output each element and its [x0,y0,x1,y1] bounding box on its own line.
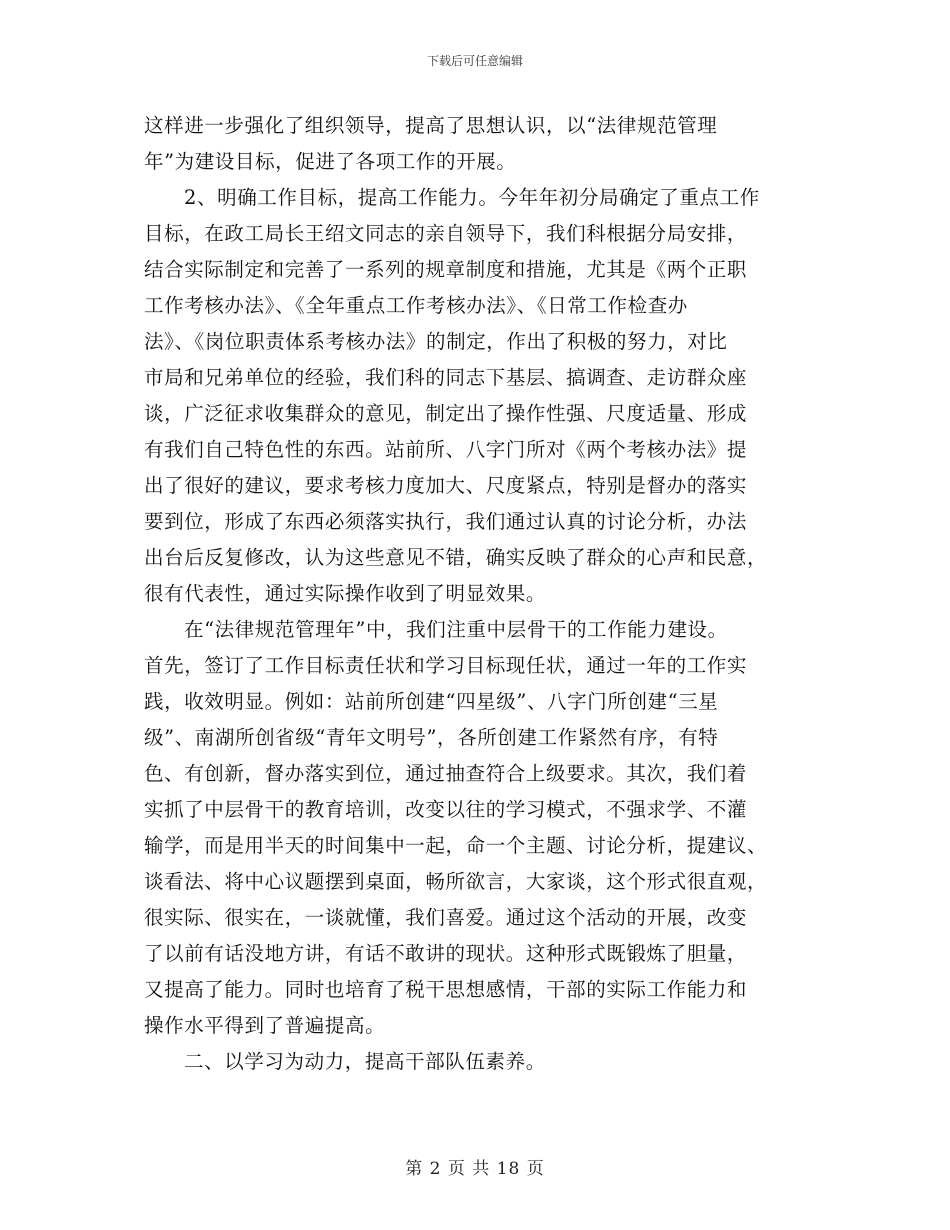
text-line: 市局和兄弟单位的经验，我们科的同志下基层、搞调查、走访群众座 [144,366,748,389]
text-line: 谈，广泛征求收集群众的意见，制定出了操作性强、尺度适量、形成 [144,402,748,425]
text-line: 出了很好的建议，要求考核力度加大、尺度紧点，特别是督办的落实 [144,474,748,497]
paragraph-start-line: 在“法律规范管理年”中，我们注重中层骨干的工作能力建设。 [184,618,728,641]
paragraph-start-line: 2、明确工作目标，提高工作能力。今年年初分局确定了重点工作 [184,186,760,209]
text-line: 目标，在政工局长王绍文同志的亲自领导下，我们科根据分局安排， [144,222,748,245]
page-footer: 第 2 页 共 18 页 [405,1159,545,1179]
text-line: 出台后反复修改，认为这些意见不错，确实反映了群众的心声和民意， [144,546,768,569]
text-line: 又提高了能力。同时也培育了税干思想感情，干部的实际工作能力和 [144,978,748,1001]
text-line: 了以前有话没地方讲，有话不敢讲的现状。这种形式既锻炼了胆量， [144,942,748,965]
page-header: 下载后可任意编辑 [426,54,523,68]
text-line: 结合实际制定和完善了一系列的规章制度和措施，尤其是《两个正职 [144,258,748,281]
text-line: 有我们自己特色性的东西。站前所、八字门所对《两个考核办法》提 [144,438,748,461]
section-heading: 二、以学习为动力，提高干部队伍素养。 [184,1050,546,1073]
text-line: 要到位，形成了东西必须落实执行，我们通过认真的讨论分析，办法 [144,510,748,533]
text-line: 践，收效明显。例如：站前所创建“四星级”、八字门所创建“三星 [144,690,719,713]
text-line: 很有代表性，通过实际操作收到了明显效果。 [144,582,547,605]
body-text [144,108,814,1080]
text-line: 级”、南湖所创省级“青年文明号”，各所创建工作紧然有序，有特 [144,726,719,749]
text-line: 很实际、很实在，一谈就懂，我们喜爱。通过这个活动的开展，改变 [144,906,748,929]
text-line: 首先，签订了工作目标责任状和学习目标现任状，通过一年的工作实 [144,654,748,677]
text-line: 实抓了中层骨干的教育培训，改变以往的学习模式，不强求学、不灌 [144,798,748,821]
text-line: 法》、《岗位职责体系考核办法》的制定，作出了积极的努力，对比 [144,330,728,353]
text-line: 色、有创新，督办落实到位，通过抽查符合上级要求。其次，我们着 [144,762,748,785]
text-line: 谈看法、将中心议题摆到桌面，畅所欲言，大家谈，这个形式很直观， [144,870,768,893]
text-line: 工作考核办法》、《全年重点工作考核办法》、《日常工作检查办 [144,294,688,317]
text-line: 这样进一步强化了组织领导，提高了思想认识，以“法律规范管理 [144,114,718,137]
text-line: 输学，而是用半天的时间集中一起，命一个主题、讨论分析，提建议、 [144,834,768,857]
text-line: 操作水平得到了普遍提高。 [144,1014,386,1037]
text-line: 年”为建设目标，促进了各项工作的开展。 [144,150,517,173]
